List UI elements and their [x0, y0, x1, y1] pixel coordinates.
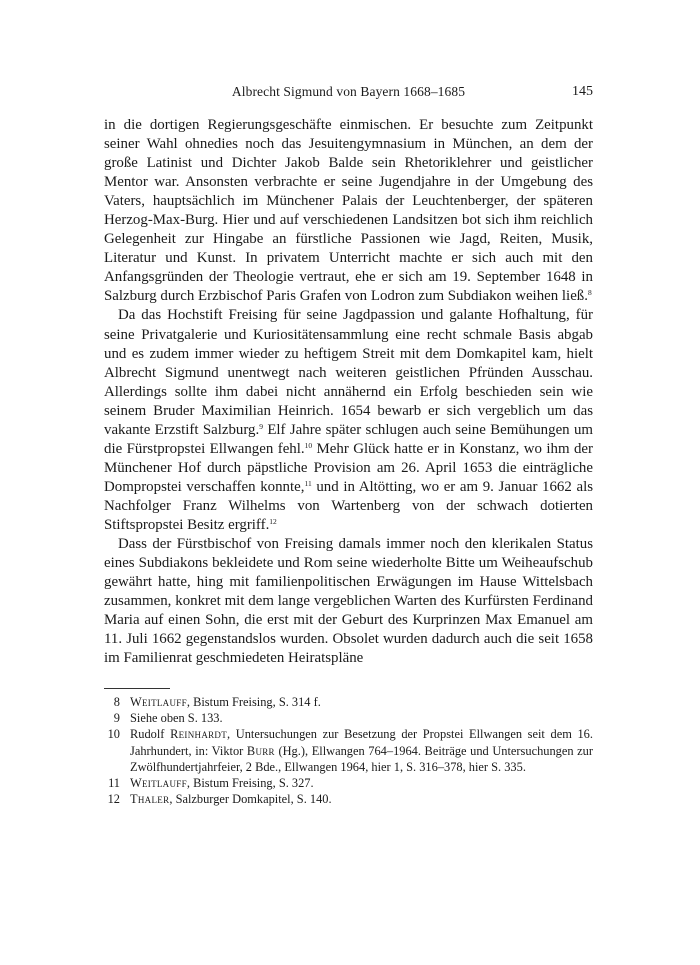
paragraph	[104, 306, 593, 535]
text-run: , Bistum Freising, S. 327.	[186, 776, 314, 791]
text-run: Elf Jahre später schlugen auch seine Bemühungen um die Fürstpropstei Ellwangen fehl.	[104, 421, 593, 457]
text-run: (Hg.), Ellwangen 764–1964. Beiträge und Untersuchungen zur Zwölfhundertjahrfeier, 2 Bde., Ellwangen 1964, hier 1, S. 316–378, hier S. 335.	[130, 743, 593, 774]
text-run: , Bistum Freising, S. 314 f.	[186, 695, 321, 709]
text-run: Da das Hochstift Freising für seine Jagdpassion und galante Hofhaltung, für seine Privatgalerie und Kuriositätensammlung eine recht schmale Basis abgab und es zudem immer wieder zu heftigem Streit mit dem Domkapitel kam, hielt Albrecht Sigmund unentwegt nach weiteren geistlichen Pfründen Ausschau. Allerdings sollte ihm dabei nicht annähernd ein Erfolg beschieden sein wie seinem Bruder Maximilian Heinrich. 1654 bewarb er sich vergeblich um das vakante Erzstift Salzburg.	[104, 307, 593, 438]
text-run: Dass der Fürstbischof von Freising damals immer noch den klerikalen Status eines Subdiakons bekleidete und Rom seine wiederholte Bitte um Weiheaufschub gewährt hatte, hing mit familienpolitischen Erwägungen im Hause Wittelsbach zusammen, konkret mit dem lange vergeblichen Warten des Kurfürsten Ferdinand Maria auf einen Sohn, die erst mit der Geburt des Kurprinzen Max Emanuel am 11. Juli 1662 gegenstandslos wurden. Obsolet wurden dadurch auch die seit 1658 im Familienrat geschmiedeten Heiratspläne	[104, 536, 593, 667]
footnotes	[104, 694, 593, 807]
text-run: Siehe oben S. 133.	[130, 711, 223, 726]
footnote-reference: 10	[304, 440, 313, 450]
footnote-reference: 8	[587, 288, 592, 298]
footnote-reference: 9	[259, 421, 263, 431]
footnote-number: 9	[113, 711, 120, 726]
footnote	[104, 791, 593, 807]
footnote	[104, 710, 593, 726]
text-run: in die dortigen Regierungsgeschäfte einmischen. Er besuchte zum Zeitpunkt seiner Wahl ohnedies noch das Jesuitengymnasium in München, an dem der große Latinist und Dichter Jakob Balde sein Rhetoriklehrer und geistlicher Mentor war. Ansonsten verbrachte er seine Jugendjahre in der Umgebung des Vaters, hauptsächlich im Münchener Palais der Leuchtenberger, der späteren Herzog-Max-Burg. Hier und auf verschiedenen Landsitzen bot sich ihm reichlich Gelegenheit zur Hingabe an fürstliche Passionen wie Jagd, Reiten, Musik, Literatur und Kunst. In privatem Unterricht machte er sich auch mit den Anfangsgründen der Theologie vertraut, ehe er sich am 19. September 1648 in Salzburg durch Erzbischof Paris Grafen von Lodron zum Subdiakon weihen ließ.	[104, 117, 593, 305]
running-head-title: Albrecht Sigmund von Bayern 1668–1685	[231, 84, 466, 99]
author-name: Thaler	[130, 792, 170, 807]
body-text	[104, 116, 593, 668]
text-run: und in Altötting, wo er am 9. Januar 1662 als Nachfolger Franz Wilhelms von Wartenberg von der schwach dotierten Stiftspropstei Besitz ergriff.	[104, 478, 594, 533]
footnote-number: 8	[113, 695, 120, 709]
author-name: Weitlauff	[130, 695, 187, 709]
footnote-number: 10	[107, 727, 120, 742]
footnote	[104, 775, 593, 791]
footnote-number: 11	[108, 776, 120, 791]
footnote-separator	[104, 688, 170, 689]
text-run: , Salzburger Domkapitel, S. 140.	[169, 792, 332, 807]
page-number: 145	[572, 84, 593, 99]
running-head	[104, 84, 593, 104]
footnote-reference: 12	[269, 516, 277, 526]
footnote	[104, 694, 593, 710]
text-run: Mehr Glück hatte er in Konstanz, wo ihm der Münchener Hof durch päpstliche Provision am 26. April 1653 die einträgliche Dompropstei verschaffen konnte,	[104, 440, 593, 495]
author-name: Burr	[246, 743, 275, 758]
footnote-number: 12	[107, 792, 120, 807]
footnote-reference: 11	[304, 478, 312, 488]
paragraph	[104, 116, 593, 306]
text-run: , Untersuchungen zur Besetzung der Propstei Ellwangen seit dem 16. Jahrhundert, in: Viktor	[130, 727, 593, 758]
author-name: Weitlauff	[130, 776, 187, 791]
footnote	[104, 726, 593, 775]
text-run: Rudolf	[130, 727, 171, 742]
author-name: Reinhardt	[170, 727, 228, 742]
paragraph	[104, 535, 593, 668]
